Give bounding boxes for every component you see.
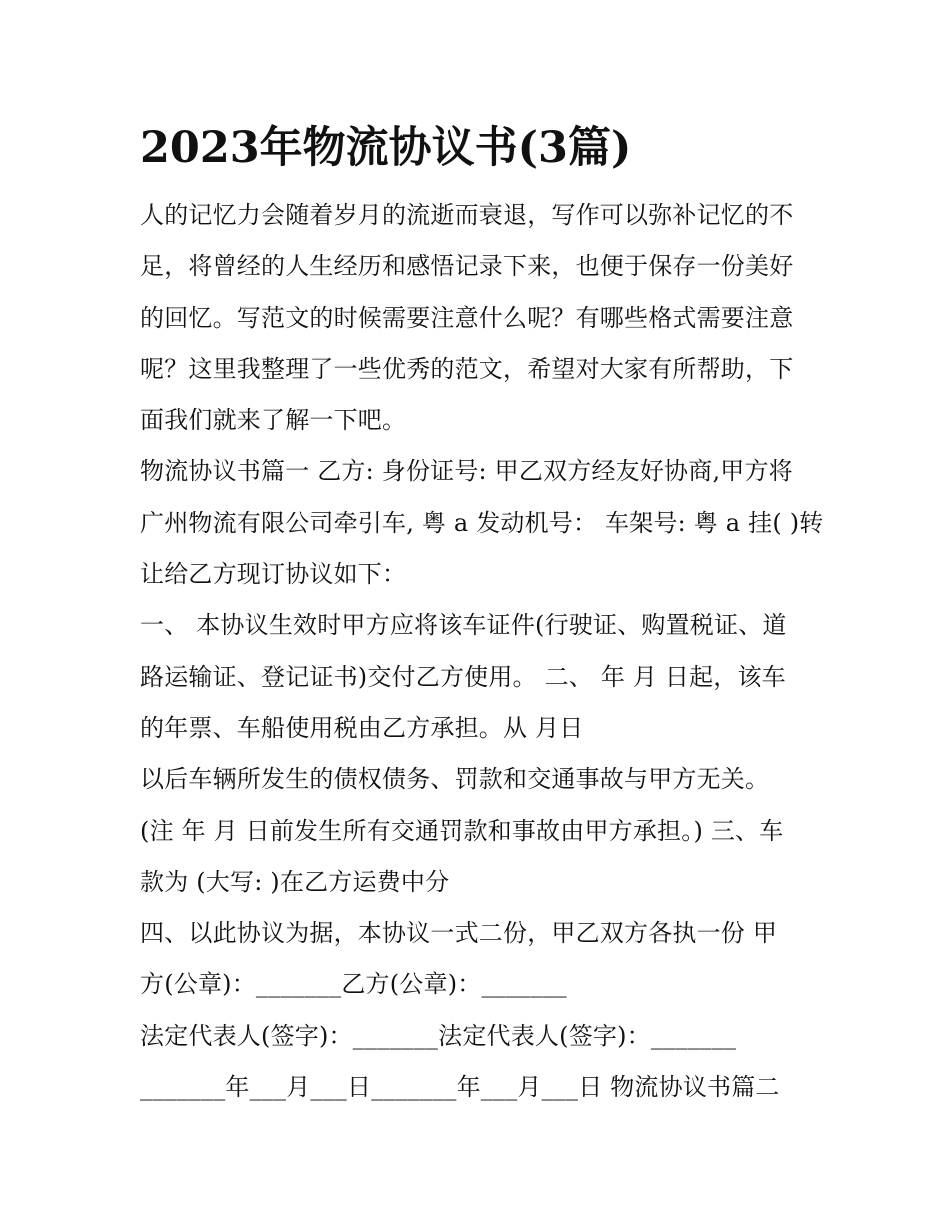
text-line: 的年票、车船使用税由乙方承担。从 月日 xyxy=(140,713,584,742)
text-line: 四、以此协议为据，本协议一式二份，甲乙双方各执一份 甲 xyxy=(140,919,778,948)
text-line: (注 年 月 日前发生所有交通罚款和事故由甲方承担。) 三、车 xyxy=(140,816,784,845)
document-body xyxy=(140,190,824,1113)
text-line: 以后车辆所发生的债权债务、罚款和交通事故与甲方无关。 xyxy=(140,765,770,794)
text-line: 一、 本协议生效时甲方应将该车证件(行驶证、购置税证、道 xyxy=(140,611,787,640)
document-title: 2023年物流协议书(3篇) xyxy=(140,123,632,173)
text-line: 路运输证、登记证书)交付乙方使用。 二、 年 月 日起，该车 xyxy=(140,662,786,691)
text-line: 法定代表人(签字)：_______法定代表人(签字)：_______ xyxy=(140,1021,737,1050)
text-line: 呢？这里我整理了一些优秀的范文，希望对大家有所帮助，下 xyxy=(140,354,794,383)
text-line: _______年___月___日_______年___月___日 物流协议书篇二 xyxy=(140,1073,780,1102)
text-line: 人的记忆力会随着岁月的流逝而衰退，写作可以弥补记忆的不 xyxy=(140,201,794,229)
text-line: 款为 (大写: )在乙方运费中分 xyxy=(140,867,450,896)
document-page xyxy=(140,118,824,1113)
text-line: 面我们就来了解一下吧。 xyxy=(140,406,407,435)
text-line: 物流协议书篇一 乙方: 身份证号: 甲乙双方经友好协商,甲方将 xyxy=(140,457,793,486)
text-line: 足，将曾经的人生经历和感悟记录下来，也便于保存一份美好 xyxy=(140,252,794,281)
text-line: 的回忆。写范文的时候需要注意什么呢？有哪些格式需要注意 xyxy=(140,303,794,332)
text-line: 广州物流有限公司牵引车, 粤 a 发动机号： 车架号: 粤 a 挂( )转 xyxy=(140,508,824,537)
text-line: 让给乙方现订协议如下： xyxy=(140,560,407,589)
text-line: 方(公章)：_______乙方(公章)：_______ xyxy=(140,970,567,999)
